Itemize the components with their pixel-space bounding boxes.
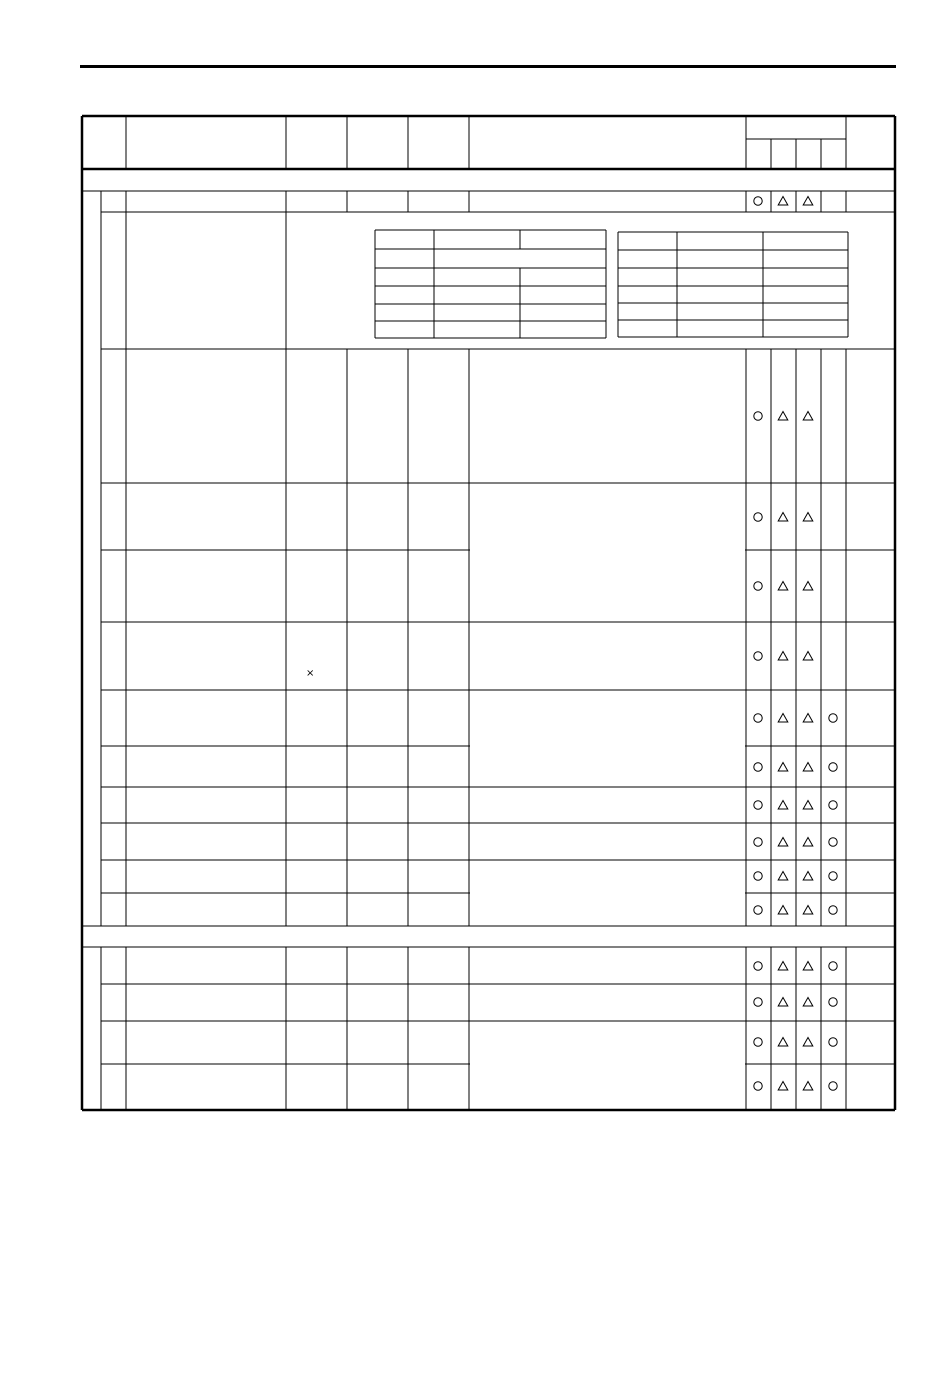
triangle-mark-icon [777, 712, 789, 724]
triangle-mark-icon [777, 761, 789, 773]
circle-mark-icon [752, 799, 764, 811]
triangle-mark-icon [777, 996, 789, 1008]
circle-mark-icon [752, 996, 764, 1008]
triangle-mark-icon [802, 996, 814, 1008]
circle-mark-icon [752, 195, 764, 207]
triangle-mark-icon [777, 511, 789, 523]
circle-mark-icon [827, 712, 839, 724]
triangle-mark-icon [777, 410, 789, 422]
triangle-mark-icon [802, 836, 814, 848]
circle-mark-icon [827, 904, 839, 916]
triangle-mark-icon [802, 712, 814, 724]
circle-mark-icon [827, 960, 839, 972]
triangle-mark-icon [777, 650, 789, 662]
triangle-mark-icon [802, 1080, 814, 1092]
circle-mark-icon [752, 904, 764, 916]
circle-mark-icon [752, 836, 764, 848]
triangle-mark-icon [777, 1080, 789, 1092]
triangle-mark-icon [777, 836, 789, 848]
triangle-mark-icon [777, 799, 789, 811]
triangle-mark-icon [802, 410, 814, 422]
circle-mark-icon [827, 761, 839, 773]
circle-mark-icon [752, 1080, 764, 1092]
triangle-mark-icon [802, 511, 814, 523]
circle-mark-icon [752, 870, 764, 882]
triangle-mark-icon [777, 870, 789, 882]
triangle-mark-icon [777, 960, 789, 972]
circle-mark-icon [752, 960, 764, 972]
triangle-mark-icon [777, 580, 789, 592]
circle-mark-icon [752, 650, 764, 662]
circle-mark-icon [752, 1036, 764, 1048]
circle-mark-icon [752, 410, 764, 422]
circle-mark-icon [827, 799, 839, 811]
triangle-mark-icon [802, 1036, 814, 1048]
triangle-mark-icon [802, 870, 814, 882]
circle-mark-icon [827, 996, 839, 1008]
triangle-mark-icon [802, 799, 814, 811]
circle-mark-icon [827, 1036, 839, 1048]
triangle-mark-icon [802, 761, 814, 773]
multiply-mark: × [306, 668, 315, 679]
circle-mark-icon [752, 580, 764, 592]
circle-mark-icon [827, 836, 839, 848]
triangle-mark-icon [802, 650, 814, 662]
triangle-mark-icon [777, 1036, 789, 1048]
triangle-mark-icon [777, 904, 789, 916]
circle-mark-icon [752, 511, 764, 523]
triangle-mark-icon [802, 195, 814, 207]
circle-mark-icon [827, 870, 839, 882]
embedded-table-right [618, 232, 848, 337]
triangle-mark-icon [777, 195, 789, 207]
circle-mark-icon [752, 712, 764, 724]
triangle-mark-icon [802, 580, 814, 592]
embedded-table-left [375, 230, 606, 338]
circle-mark-icon [752, 761, 764, 773]
triangle-mark-icon [802, 904, 814, 916]
circle-mark-icon [827, 1080, 839, 1092]
triangle-mark-icon [802, 960, 814, 972]
